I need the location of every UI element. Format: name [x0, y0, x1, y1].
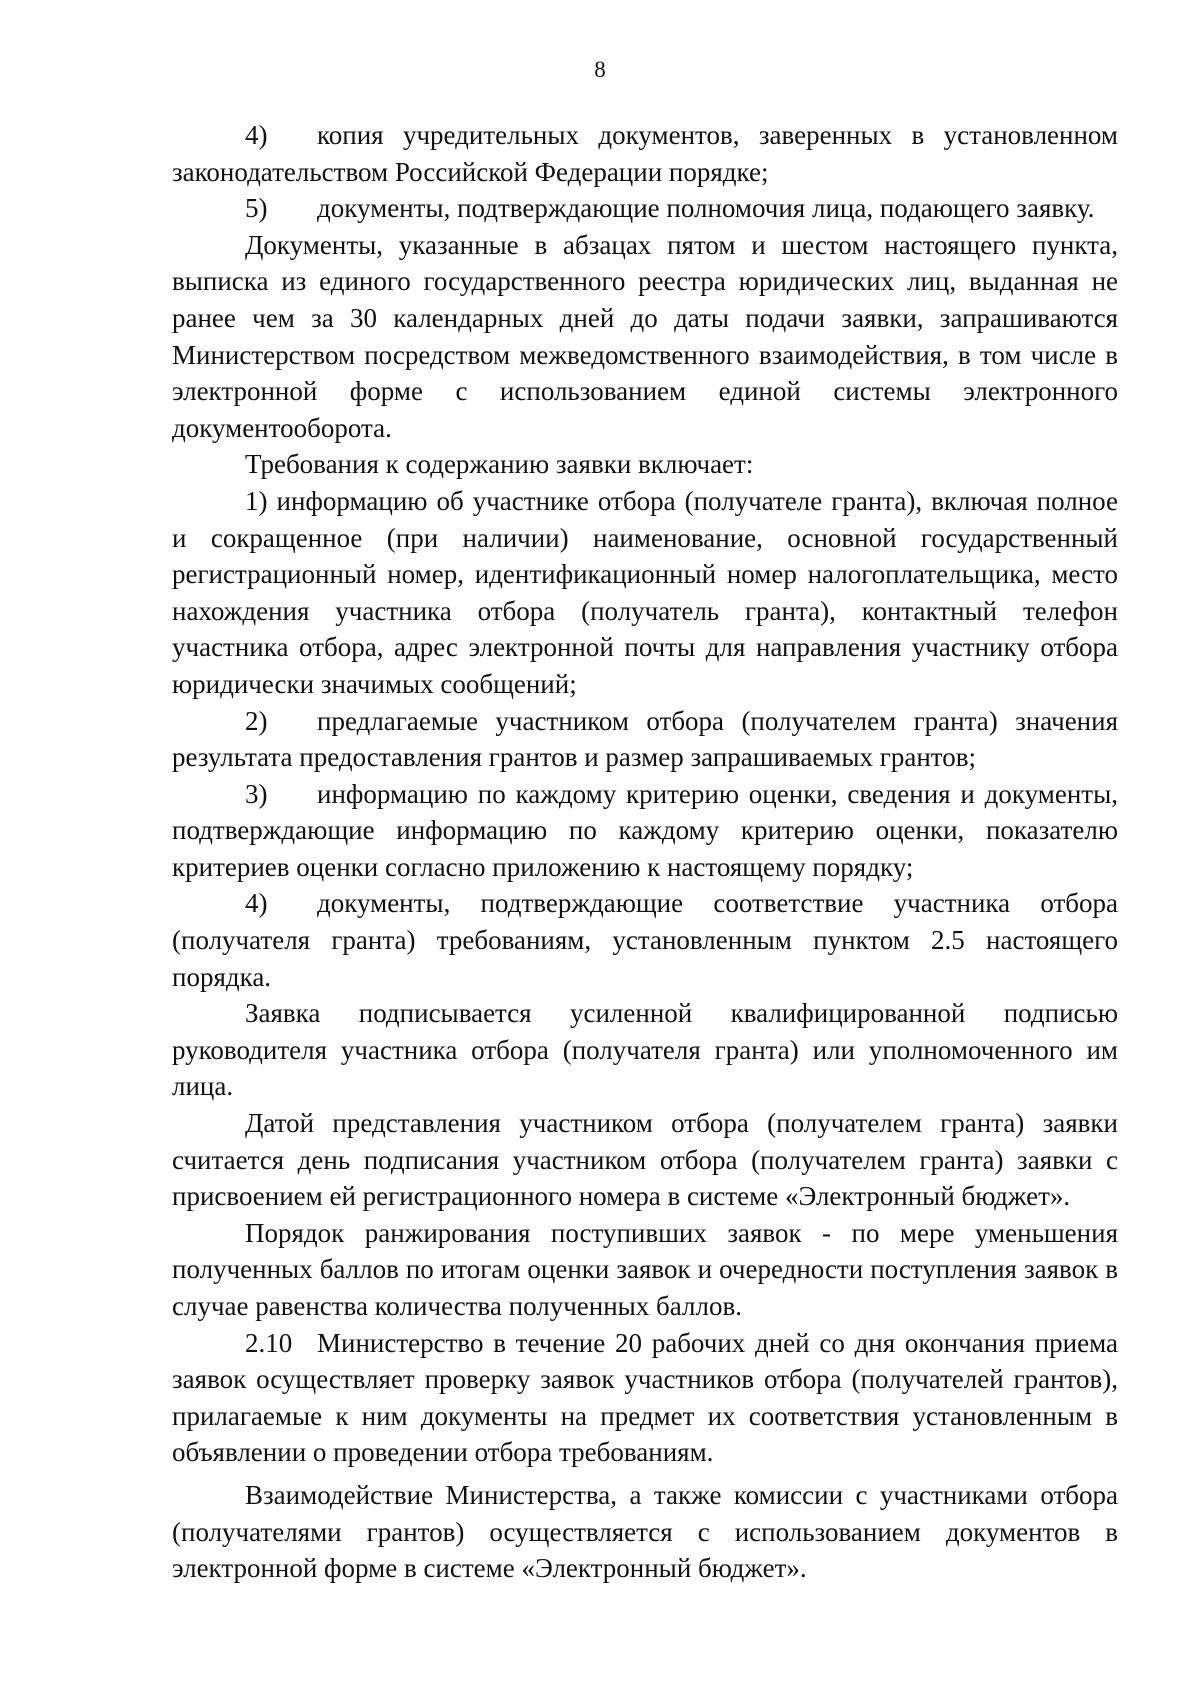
item-number: 3) [245, 778, 268, 809]
paragraph-text: Взаимодействие Министерства, а также комиссии с участниками отбора (получателями грантов) осуществляется с использованием документов в электронной форме в системе «Электронный бюджет». [172, 1479, 1118, 1584]
item-number: 2) [245, 705, 268, 736]
paragraph-text: документы, подтверждающие полномочия лица, подающего заявку. [317, 193, 1095, 224]
paragraph-requirement-1 [172, 483, 1118, 703]
paragraph-text: Министерство в течение 20 рабочих дней со дня окончания приема заявок осуществляет проверку заявок участников отбора (получателей грантов), прилагаемые к ним документы на предмет их соответствия установленным в объявлении о проведении отбора требованиям. [172, 1327, 1118, 1468]
paragraph-text: копия учредительных документов, заверенных в установленном законодательством Российской Федерации порядке; [172, 120, 1118, 187]
item-number: 5) [245, 193, 268, 224]
paragraph-text: Документы, указанные в абзацах пятом и шестом настоящего пункта, выписка из единого государственного реестра юридических лиц, выданная не ранее чем за 30 календарных дней до даты подачи заявки, запрашиваются Министерством посредством межведомственного взаимодействия, в том числе в электронной форме с использованием единой системы электронного документооборота. [172, 229, 1118, 443]
paragraph-text: Требования к содержанию заявки включает: [245, 449, 754, 480]
paragraph-clause-2-10 [172, 1325, 1118, 1471]
paragraph-interaction [172, 1477, 1118, 1587]
clause-number: 2.10 [245, 1327, 293, 1358]
document-body [172, 117, 1118, 1587]
paragraph-application-signing [172, 995, 1118, 1105]
paragraph-list-item-4 [172, 117, 1118, 190]
paragraph-requirement-4 [172, 885, 1118, 995]
paragraph-submission-date [172, 1105, 1118, 1215]
paragraph-text: Заявка подписывается усиленной квалифицированной подписью руководителя участника отбора (получателя гранта) или уполномоченного им лица. [172, 998, 1118, 1102]
paragraph-requirement-3 [172, 776, 1118, 886]
paragraph-text: Порядок ранжирования поступивших заявок - по мере уменьшения полученных баллов по итогам оценки заявок и очередности поступления заявок в случае равенства количества полученных баллов. [172, 1217, 1118, 1321]
paragraph-documents-requested [172, 227, 1118, 447]
page-number: 8 [594, 57, 606, 82]
paragraph-list-item-5 [172, 190, 1118, 227]
paragraph-requirements-heading [172, 446, 1118, 483]
item-number: 1) [245, 485, 268, 516]
item-number: 4) [245, 120, 268, 150]
paragraph-text: информацию по каждому критерию оценки, сведения и документы, подтверждающие информацию по каждому критерию оценки, показателю критериев оценки согласно приложению к настоящему порядку; [172, 778, 1118, 882]
item-number: 4) [245, 888, 268, 919]
paragraph-text: документы, подтверждающие соответствие участника отбора (получателя гранта) требованиям, установленным пунктом 2.5 настоящего порядка. [172, 888, 1118, 992]
paragraph-text: предлагаемые участником отбора (получателем гранта) значения результата предоставления грантов и размер запрашиваемых грантов; [172, 705, 1118, 773]
paragraph-text: информацию об участнике отбора (получателе гранта), включая полное и сокращенное (при наличии) наименование, основной государственный регистрационный номер, идентификационный номер налогоплательщика, место нахождения участника отбора (получатель гранта), контактный телефон участника отбора, адрес электронной почты для направления участнику отбора юридически значимых сообщений; [172, 485, 1118, 699]
paragraph-ranking-order [172, 1215, 1118, 1325]
paragraph-requirement-2 [172, 703, 1118, 776]
paragraph-text: Датой представления участником отбора (получателем гранта) заявки считается день подписания участником отбора (получателем гранта) заявки с присвоением ей регистрационного номера в системе «Электронный бюджет». [172, 1108, 1118, 1212]
